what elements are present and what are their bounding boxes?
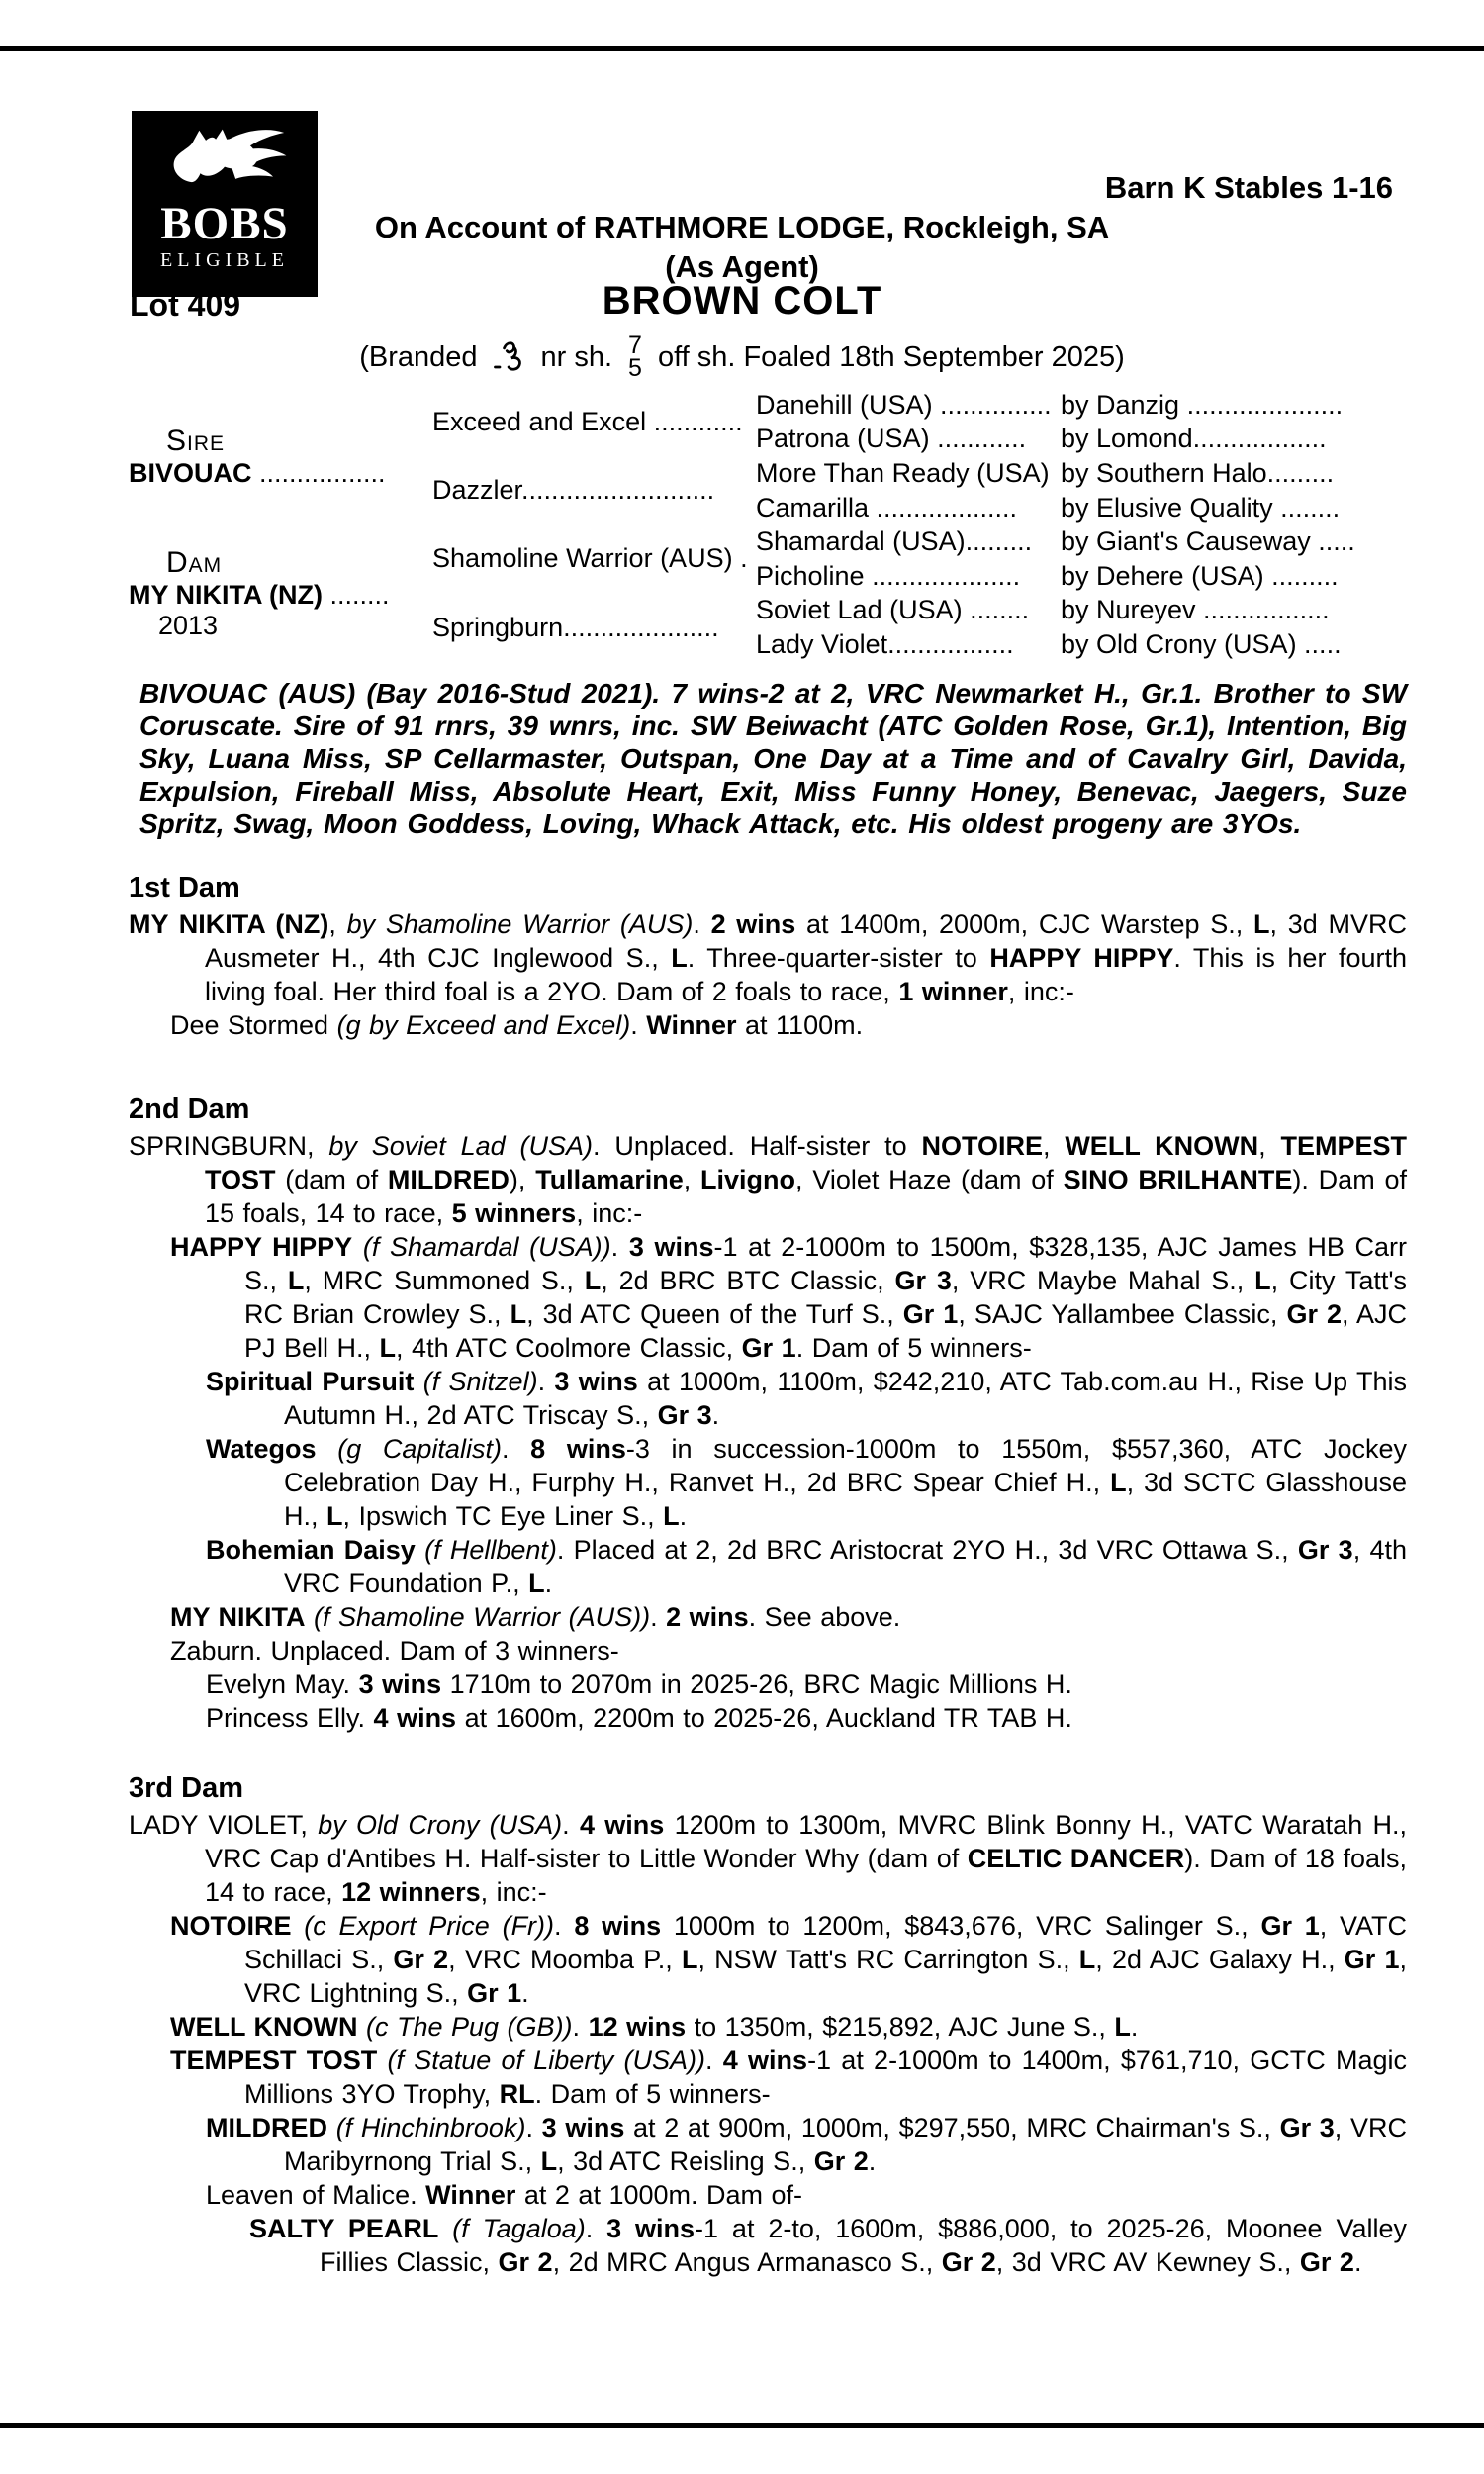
pedigree-dam-block [129, 524, 432, 661]
section-heading: 3rd Dam [129, 1772, 244, 1804]
pedigree-grandparent-sire: by Giant's Causeway ..... [1061, 526, 1355, 557]
dam-paragraph: SPRINGBURN, by Soviet Lad (USA). Unplaced. Half-sister to NOTOIRE, WELL KNOWN, TEMPEST TOST (dam of MILDRED), Tullamarine, Livigno, Violet Haze (dam of SINO BRILHANTE). Dam of 15 foals, 14 to race, 5 winners, inc:- [129, 1131, 1407, 1228]
sire-summary-paragraph: BIVOUAC (AUS) (Bay 2016-Stud 2021). 7 wins-2 at 2, VRC Newmarket H., Gr.1. Brother to SW Coruscate. Sire of 91 rnrs, 39 wnrs, inc. SW Beiwacht (ATC Golden Rose, Gr.1), Intention, Big Sky, Luana Miss, SP Cellarmaster, Outspan, One Day at a Time and of Cavalry Girl, Davida, Expulsion, Fireball Miss, Absolute Heart, Exit, Miss Funny Honey, Benevac, Jaegers, Suze Spritz, Swag, Moon Goddess, Loving, Whack Attack, etc. His oldest progeny are 3YOs. [139, 678, 1407, 839]
sire-name: BIVOUAC ................. [129, 457, 386, 488]
dam-year: 2013 [158, 610, 219, 640]
pedigree-table [129, 388, 1407, 663]
page-title: BROWN COLT [602, 279, 882, 323]
pedigree-sire-block [129, 388, 432, 524]
dam-paragraph: LADY VIOLET, by Old Crony (USA). 4 wins 1200m to 1300m, MVRC Blink Bonny H., VATC Waratah H., VRC Cap d'Antibes H. Half-sister to Little Wonder Why (dam of CELTIC DANCER). Dam of 18 foals, 14 to race, 12 winners, inc:- [129, 1810, 1408, 1907]
dam-paragraph: MY NIKITA (NZ), by Shamoline Warrior (AUS). 2 wins at 1400m, 2000m, CJC Warstep S., L, 3d MVRC Ausmeter H., 4th CJC Inglewood S., L. Three-quarter-sister to HAPPY HIPPY. This is her fourth living foal. Her third foal is a 2YO. Dam of 2 foals to race, 1 winner, inc:- [129, 909, 1407, 1006]
first-dam-section [129, 871, 1407, 1042]
bottom-rule [0, 2423, 1484, 2428]
pedigree-grandparent-sire: by Elusive Quality ........ [1061, 492, 1341, 523]
progeny-paragraph: MY NIKITA (f Shamoline Warrior (AUS)). 2 wins. See above. [170, 1602, 901, 1632]
pedigree-grandparent: Picholine .................... [756, 560, 1021, 591]
pedigree-parent: Springburn..................... [432, 612, 719, 642]
horse-head-icon [149, 123, 300, 200]
branded-prefix: (Branded [359, 340, 478, 373]
as-agent-line: (As Agent) [665, 249, 819, 284]
dam-name: MY NIKITA (NZ) ........ [129, 579, 390, 610]
pedigree-grandparent: Soviet Lad (USA) ........ [756, 595, 1030, 625]
logo-text-eligible: ELIGIBLE [160, 249, 289, 271]
progeny-paragraph: TEMPEST TOST (f Statue of Liberty (USA)). 4 wins-1 at 2-1000m to 1400m, $761,710, GCTC Magic Millions 3YO Trophy, RL. Dam of 5 winners- [170, 2046, 1407, 2109]
pedigree-grandparent: More Than Ready (USA) [756, 457, 1050, 488]
brand-denominator: 5 [628, 354, 642, 382]
barn-stables-label: Barn K Stables 1-16 [1104, 170, 1393, 205]
pedigree-parent: Exceed and Excel ............ [432, 407, 743, 437]
progeny-paragraph: Wategos (g Capitalist). 8 wins-3 in succession-1000m to 1550m, $557,360, ATC Jockey Celebration Day H., Furphy H., Ranvet H., 2d BRC Spear Chief H., L, 3d SCTC Glasshouse H., L, Ipswich TC Eye Liner S., L. [206, 1434, 1407, 1531]
pedigree-parent: Shamoline Warrior (AUS) . [432, 543, 748, 574]
pedigree-grandparent-sire: by Lomond.................. [1061, 424, 1327, 454]
progeny-paragraph: Bohemian Daisy (f Hellbent). Placed at 2, 2d BRC Aristocrat 2YO H., 3d VRC Ottawa S., Gr 3, 4th VRC Foundation P., L. [206, 1535, 1407, 1598]
top-rule [0, 46, 1484, 51]
pedigree-grandparent: Patrona (USA) ............ [756, 424, 1027, 454]
logo-text-bobs: BOBS [160, 198, 289, 249]
progeny-paragraph: MILDRED (f Hinchinbrook). 3 wins at 2 at 900m, 1000m, $297,550, MRC Chairman's S., Gr 3, VRC Maribyrnong Trial S., L, 3d ATC Reisling S., Gr 2. [206, 2113, 1407, 2176]
progeny-paragraph: HAPPY HIPPY (f Shamardal (USA)). 3 wins-1 at 2-1000m to 1500m, $328,135, AJC James HB Carr S., L, MRC Summoned S., L, 2d BRC BTC Classic, Gr 3, VRC Maybe Mahal S., L, City Tatt's RC Brian Crowley S., L, 3d ATC Queen of the Turf S., Gr 1, SAJC Yallambee Classic, Gr 2, AJC PJ Bell H., L, 4th ATC Coolmore Classic, Gr 1. Dam of 5 winners- [170, 1232, 1408, 1363]
branded-suffix: off sh. Foaled 18th September 2025) [657, 340, 1125, 373]
sire-label: Sire [166, 424, 226, 457]
pedigree-grandparent: Shamardal (USA)......... [756, 526, 1033, 557]
dam-label: Dam [166, 545, 223, 579]
brand-count-fraction [628, 334, 642, 380]
section-heading: 1st Dam [129, 872, 240, 904]
second-dam-section [129, 1093, 1407, 1735]
pedigree-grandparent-sire: by Old Crony (USA) ..... [1061, 628, 1342, 659]
progeny-paragraph: Evelyn May. 3 wins 1710m to 2070m in 2025-26, BRC Magic Millions H. [206, 1669, 1072, 1699]
progeny-paragraph: SALTY PEARL (f Tagaloa). 3 wins-1 at 2-to, 1600m, $886,000, to 2025-26, Moonee Valley Fillies Classic, Gr 2, 2d MRC Angus Armanasco S., Gr 2, 3d VRC AV Kewney S., Gr 2. [249, 2214, 1407, 2277]
branded-line [0, 334, 1484, 380]
pedigree-grandparent-sire: by Southern Halo......... [1061, 457, 1335, 488]
pedigree-parent: Dazzler.......................... [432, 475, 715, 506]
pedigree-grandparent: Lady Violet................. [756, 628, 1014, 659]
pedigree-grandparent: Danehill (USA) ............... [756, 389, 1052, 420]
section-heading: 2nd Dam [129, 1094, 250, 1125]
progeny-paragraph: Spiritual Pursuit (f Snitzel). 3 wins at 1000m, 1100m, $242,210, ATC Tab.com.au H., Rise Up This Autumn H., 2d ATC Triscay S., Gr 3. [206, 1367, 1407, 1430]
progeny-paragraph: NOTOIRE (c Export Price (Fr)). 8 wins 1000m to 1200m, $843,676, VRC Salinger S., Gr 1, VATC Schillaci S., Gr 2, VRC Moomba P., L, NSW Tatt's RC Carrington S., L, 2d AJC Galaxy H., Gr 1, VRC Lightning S., Gr 1. [170, 1911, 1408, 2008]
vendor-account-line: On Account of RATHMORE LODGE, Rockleigh, SA [374, 210, 1110, 244]
lot-number: Lot 409 [130, 287, 241, 323]
pedigree-grandparent-sire: by Dehere (USA) ......... [1061, 560, 1339, 591]
brand-mark-icon [490, 335, 529, 379]
pedigree-grandparent: Camarilla ................... [756, 492, 1018, 523]
third-dam-section [129, 1771, 1407, 2279]
progeny-paragraph: WELL KNOWN (c The Pug (GB)). 12 wins to 1350m, $215,892, AJC June S., L. [170, 2012, 1139, 2042]
pedigree-grandparent-sire: by Danzig ..................... [1061, 389, 1344, 420]
progeny-paragraph: Princess Elly. 4 wins at 1600m, 2200m to 2025-26, Auckland TR TAB H. [206, 1703, 1072, 1733]
brand-numerator: 7 [628, 332, 642, 359]
progeny-paragraph: Leaven of Malice. Winner at 2 at 1000m. Dam of- [206, 2180, 803, 2210]
progeny-paragraph: Zaburn. Unplaced. Dam of 3 winners- [170, 1636, 619, 1665]
pedigree-grandparent-sire: by Nureyev ................. [1061, 595, 1330, 625]
branded-nearside: nr sh. [540, 340, 613, 373]
progeny-paragraph: Dee Stormed (g by Exceed and Excel). Winner at 1100m. [170, 1010, 864, 1040]
